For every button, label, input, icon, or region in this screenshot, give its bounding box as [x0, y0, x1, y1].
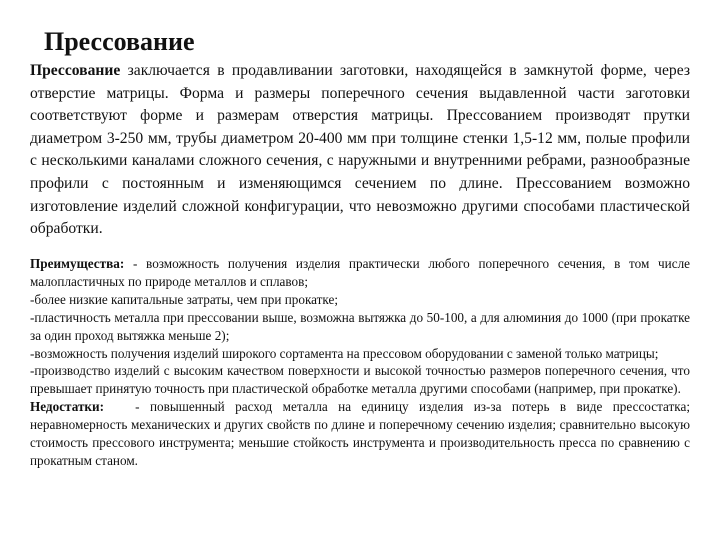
intro-text: заключается в продавливании заготовки, находящейся в замкнутой форме, через отверстие матрицы. Форма и размеры поперечного сечения выдавленной части заготовки соответствуют форме и размерам отверстия матрицы. Прессованием производят прутки диаметром 3-250 мм, трубы диаметром 20-400 мм при толщине стенки 1,5-12 мм, полые профили с несколькими каналами сложного сечения, с наружными и внутренними ребрами, разнообразные профили с постоянным и изменяющимся сечением по длине. Прессованием возможно изготовление изделий сложной конфигурации, что невозможно другими способами пластической обработки.	[30, 62, 690, 238]
slide-title: Прессование	[44, 27, 195, 56]
advantages-item: -возможность получения изделий широкого сортамента на прессовом оборудовании с заменой только матрицы;	[30, 345, 659, 361]
details-block	[30, 255, 694, 470]
advantages-label: Преимущества:	[30, 256, 125, 271]
disadvantages-paragraph	[30, 398, 694, 470]
disadvantages-label: Недостатки:	[30, 399, 105, 415]
intro-term: Прессование	[30, 62, 121, 79]
advantages-item: -пластичность металла при прессовании выше, возможна вытяжка до 50-100, а для алюминия до 1000 (при прокатке за один проход вытяжка меньше 2);	[30, 309, 690, 343]
intro-paragraph	[30, 60, 690, 241]
advantages-item: -более низкие капитальные затраты, чем при прокатке;	[30, 291, 339, 307]
advantages-item: Преимущества: - возможность получения изделия практически любого поперечного сечения, в том числе малопластичных по природе металлов и сплавов;	[30, 256, 690, 289]
advantages-item: -производство изделий с высоким качеством поверхности и высокой точностью размеров поперечного сечения, что превышает принятую точность при пластической обработке металла другими способами (например, при прокатке).	[30, 363, 690, 397]
disadvantages-text: - повышенный расход металла на единицу изделия из-за потерь в виде прессостатка; неравномерность механических и других свойств по длине и поперечному сечению изделия; сравнительно высокую стоимость прессового инструмента; меньшие стойкость инструмента и производительность пресса по сравнению с прокатным станом.	[30, 399, 694, 468]
